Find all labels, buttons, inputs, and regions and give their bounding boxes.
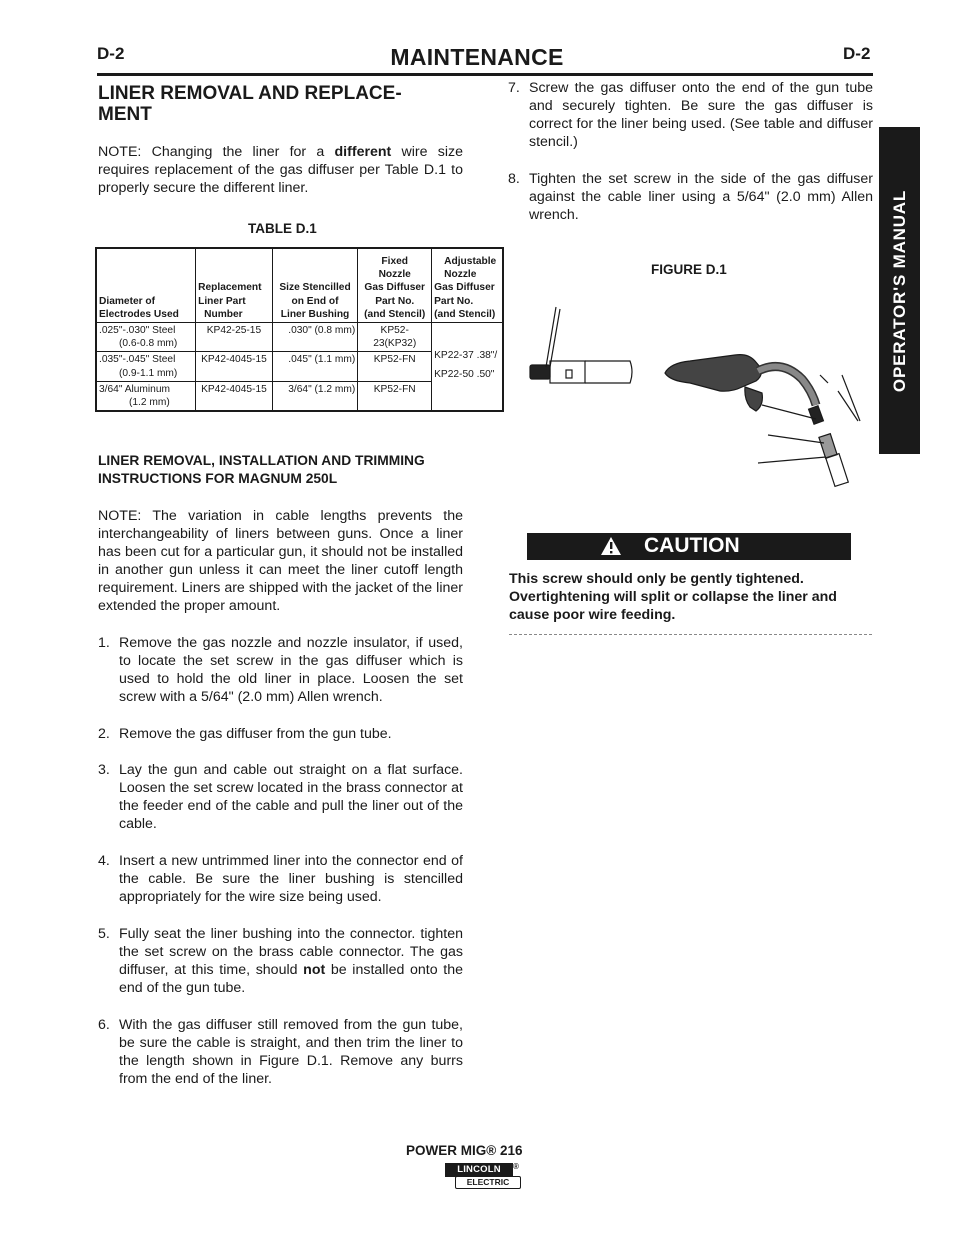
subheading-line-1: LINER REMOVAL, INSTALLATION AND TRIMMING [98,453,425,468]
list-item [508,170,873,226]
header-text: Replacement [198,282,262,294]
cell-text: 3/64" Aluminum [99,383,171,395]
page-title: MAINTENANCE [390,44,564,70]
liner-table [95,247,504,412]
step-number: 8. [508,171,520,187]
caution-banner [527,533,851,560]
note-prefix: NOTE: Changing the liner for a [98,144,335,160]
cell-text: (0.6-0.8 mm) [119,338,178,350]
header-text: Part No. [375,295,415,307]
cell-text: KP22-50 .50" [434,369,495,381]
header-text: Nozzle [444,269,477,281]
logo-line-1: LINCOLN [445,1163,513,1177]
header-adjustable-nozzle [432,248,503,323]
header-text: Electrodes Used [99,308,179,320]
step-number: 5. [98,926,110,942]
table-caption: TABLE D.1 [248,221,317,236]
header-text: Diameter of [99,295,156,307]
header-text: Adjustable [444,255,497,267]
caution-label: CAUTION [644,534,740,557]
section-title [98,83,468,125]
step-number: 4. [98,853,110,869]
step-text: Insert a new untrimmed liner into the connector end of the cable. Be sure the liner bushing is stencilled appropriately for the wire size being used. [119,853,463,906]
header-fixed-nozzle [358,248,432,323]
header-rule [97,73,873,76]
subheading-line-2: INSTRUCTIONS FOR MAGNUM 250L [98,471,338,486]
cell-text: KP22-37 .38"/ [434,350,498,361]
header-text: Number [204,308,243,320]
cell-text: .025"-.030" Steel [99,325,176,336]
header-diameter [96,248,196,323]
section-title-line-2: MENT [98,104,152,125]
cable-connector-drawing [530,307,632,383]
header-text: Liner Bushing [280,308,350,320]
cell-liner: KP42-4045-15 [196,381,273,411]
cell-fixed: KP52-FN [358,381,432,411]
cell-liner: KP42-4045-15 [196,352,273,381]
caution-text: This screw should only be gently tightened. Overtightening will split or collapse the liner and cause poor wire feeding. [509,571,837,623]
cell-adjustable [432,323,503,412]
step-number: 2. [98,726,110,742]
figure-gun-liner-illustration [520,295,870,495]
header-text: on End of [291,295,339,307]
step-text-part: Fully seat the liner bushing into the connector. tighten the set screw on the brass cable connector. The gas diffuser, at this time, should [119,926,463,979]
header-text: (and Stencil) [364,308,426,320]
step-text-part: be installed onto the end of the gun tube. [119,962,463,997]
cell-fixed: KP52-FN [358,352,432,381]
step-text [119,925,463,997]
footer-product-name: POWER MIG® 216 [406,1143,523,1158]
header-liner-part [196,248,273,323]
page-number-left: D-2 [97,44,125,63]
cell-diameter [96,352,196,381]
list-item [98,725,463,745]
step-number: 6. [98,1017,110,1033]
step-text: Lay the gun and cable out straight on a flat surface. Loosen the set screw located in the brass connector at the feeder end of the cable and pull the liner out of the cable. [119,762,463,833]
step-number: 7. [508,80,520,96]
step-text: Tighten the set screw in the side of the gas diffuser against the cable liner using a 5/64" (2.0 mm) Allen wrench. [529,171,873,224]
note-suffix: wire size requires replacement of the gas diffuser per Table D.1 to properly secure the different liner. [98,144,463,197]
gas-diffuser-drawing [809,406,849,487]
step-bold-word: not [303,962,326,979]
page-number-right: D-2 [843,44,871,63]
cell-text: .035"-.045" Steel [99,354,176,366]
registered-mark-icon: ® [513,1162,519,1171]
header-text: Nozzle [378,269,411,281]
cell-text: (0.9-1.1 mm) [119,367,178,379]
step-text: Remove the gas diffuser from the gun tube. [119,726,392,742]
table-header-row [96,248,503,323]
list-item [98,634,463,708]
cell-diameter [96,381,196,411]
list-item [98,1016,463,1090]
cell-stencil: 3/64" (1.2 mm) [272,381,358,411]
header-text: Gas Diffuser [364,282,425,294]
note-bold-word: different [334,144,392,160]
cell-fixed: KP52-23(KP32) [358,323,432,352]
list-item [98,852,463,908]
cell-text: (1.2 mm) [129,397,170,409]
header-text: (and Stencil) [434,308,496,320]
header-text: Liner Part [198,295,246,307]
step-text: Screw the gas diffuser onto the end of the gun tube and securely tighten. Be sure the gas diffuser is correct for the liner being used. (See table and diffuser stencil.) [529,80,873,151]
cell-stencil: .045" (1.1 mm) [272,352,358,381]
note-different-wire [98,143,463,197]
list-item [98,761,463,835]
cell-stencil: .030" (0.8 mm) [272,323,358,352]
caution-divider [509,634,872,635]
section-title-line-1: LINER REMOVAL AND REPLACE- [98,83,402,104]
step-number: 1. [98,635,110,651]
side-tab [879,127,920,454]
list-item [508,79,873,153]
step-text: Remove the gas nozzle and nozzle insulator, if used, to locate the set screw in the gas diffuser which is used to hold the old liner in place. Loosen the set screw with a 5/64" (2.0 mm) Allen wrench. [119,635,463,706]
step-number: 3. [98,762,110,778]
side-tab-label: OPERATOR'S MANUAL [889,189,909,392]
cell-diameter [96,323,196,352]
figure-caption: FIGURE D.1 [651,262,727,277]
table-row [96,323,503,352]
header-text: Part No. [434,295,474,307]
note-cable-lengths: NOTE: The variation in cable lengths prevents the interchangeability of liners between guns. Once a liner has been cut for a particular gun, it should not be installed in another gun unless it can meet the liner cutoff length requirement. Liners are shipped with the jacket of the liner extended the proper amount. [98,508,463,615]
header-stencil [272,248,358,323]
header-text: Size Stencilled [279,282,351,294]
header-text: Gas Diffuser [434,282,495,294]
logo-line-2: ELECTRIC [455,1176,521,1189]
warning-triangle-icon [600,536,622,556]
cell-liner: KP42-25-15 [196,323,273,352]
lincoln-electric-logo [445,1163,520,1189]
header-text: Fixed [381,255,409,267]
gun-body-drawing [665,355,816,411]
list-item [98,925,463,999]
instructions-subheading [98,452,478,488]
step-text: With the gas diffuser still removed from the gun tube, be sure the cable is straight, and then trim the liner to the length shown in Figure D.1. Remove any burrs from the end of the liner. [119,1017,463,1088]
